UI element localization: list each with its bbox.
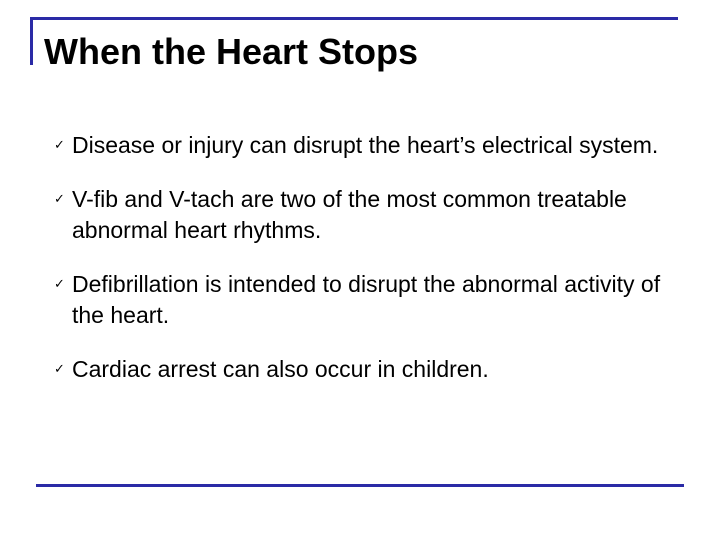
bullet-list (54, 130, 664, 408)
bullet-text: V-fib and V-tach are two of the most common treatable abnormal heart rhythms. (72, 186, 627, 243)
title-frame-top-line (30, 17, 678, 20)
slide-title: When the Heart Stops (44, 31, 419, 72)
bullet-text: Defibrillation is intended to disrupt the abnormal activity of the heart. (72, 271, 661, 328)
bullet-item (54, 184, 664, 246)
bullet-item (54, 354, 664, 385)
bullet-text: Cardiac arrest can also occur in children. (72, 356, 489, 382)
checkmark-icon: ✓ (54, 138, 65, 153)
checkmark-icon: ✓ (54, 277, 65, 292)
bullet-text: Disease or injury can disrupt the heart’s electrical system. (72, 132, 659, 158)
checkmark-icon: ✓ (54, 192, 65, 207)
bullet-item (54, 130, 664, 161)
title-frame-left-line (30, 17, 33, 65)
checkmark-icon: ✓ (54, 362, 65, 377)
bullet-item (54, 269, 664, 331)
footer-divider-line (36, 484, 684, 487)
